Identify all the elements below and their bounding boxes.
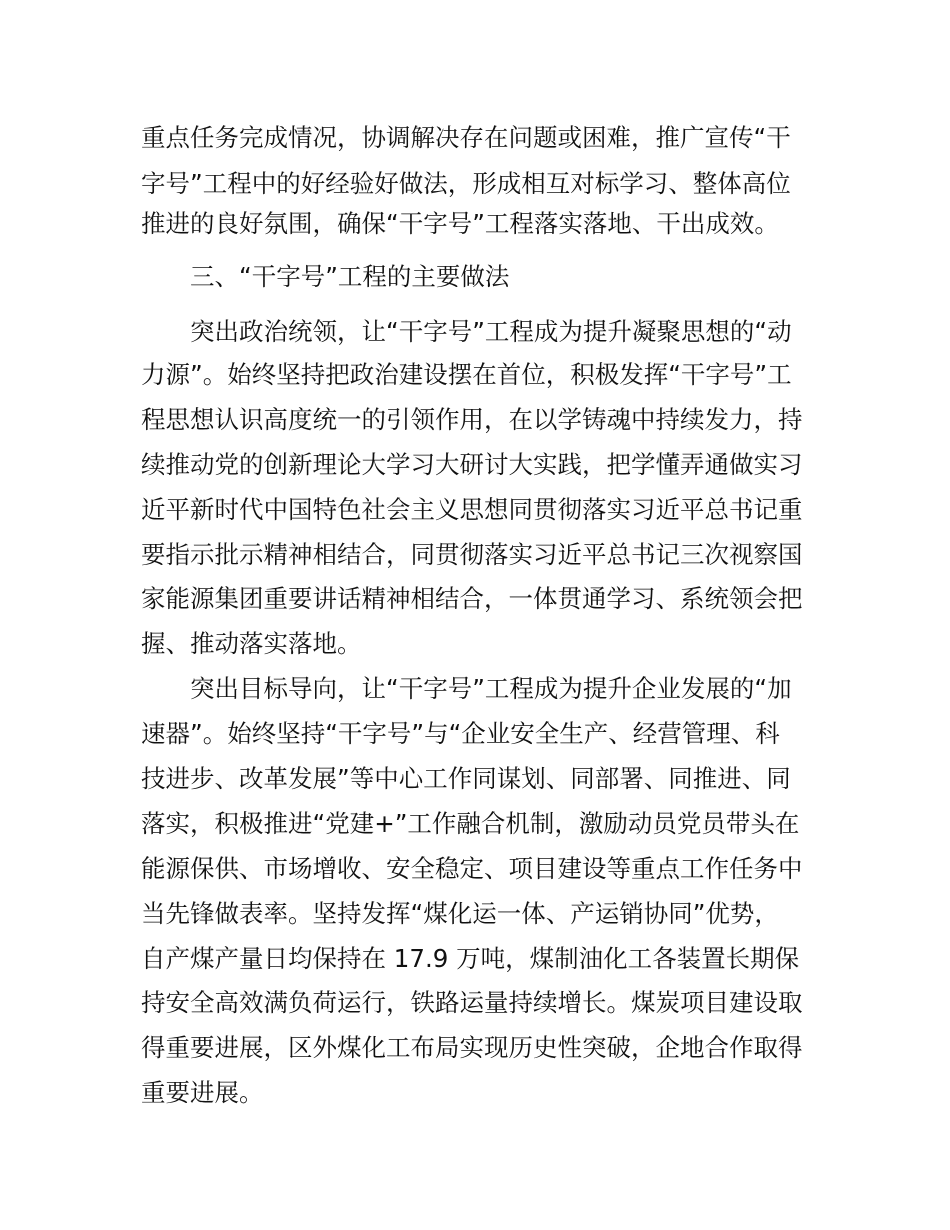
paragraph-line: 当先锋做表率。坚持发挥“煤化运一体、产运销协同”优势，: [141, 899, 779, 928]
paragraph-line: 字号”工程中的好经验好做法，形成相互对标学习、整体高位: [141, 169, 791, 198]
section-heading: 三、“干字号”工程的主要做法: [190, 262, 510, 291]
paragraph-line: 推进的良好氛围，确保“干字号”工程落实落地、干出成效。: [141, 209, 779, 238]
paragraph-line: 技进步、改革发展”等中心工作同谋划、同部署、同推进、同: [141, 764, 791, 793]
paragraph-line: 自产煤产量日均保持在 17.9 万吨，煤制油化工各装置长期保: [141, 944, 800, 973]
paragraph-line: 得重要进展，区外煤化工布局实现历史性突破，企地合作取得: [141, 1033, 803, 1062]
paragraph-line: 要指示批示精神相结合，同贯彻落实习近平总书记三次视察国: [141, 540, 803, 569]
paragraph-line: 握、推动落实落地。: [141, 629, 362, 658]
paragraph-line: 突出政治统领，让“干字号”工程成为提升凝聚思想的“动: [190, 317, 792, 346]
paragraph-line: 持安全高效满负荷运行，铁路运量持续增长。煤炭项目建设取: [141, 988, 803, 1017]
paragraph-line: 家能源集团重要讲话精神相结合，一体贯通学习、系统领会把: [141, 584, 803, 613]
paragraph-line: 重点任务完成情况，协调解决存在问题或困难，推广宣传“干: [141, 123, 791, 152]
paragraph-line: 续推动党的创新理论大学习大研讨大实践，把学懂弄通做实习: [141, 450, 803, 479]
paragraph-line: 突出目标导向，让“干字号”工程成为提升企业发展的“加: [190, 674, 792, 703]
paragraph-line: 落实，积极推进“党建+”工作融合机制，激励动员党员带头在: [141, 809, 800, 838]
paragraph-line: 重要进展。: [141, 1078, 264, 1107]
paragraph-line: 近平新时代中国特色社会主义思想同贯彻落实习近平总书记重: [141, 495, 803, 524]
paragraph-line: 程思想认识高度统一的引领作用，在以学铸魂中持续发力，持: [141, 405, 803, 434]
paragraph-line: 速器”。始终坚持“干字号”与“企业安全生产、经营管理、科: [141, 719, 780, 748]
paragraph-line: 力源”。始终坚持把政治建设摆在首位，积极发挥“干字号”工: [141, 360, 792, 389]
paragraph-line: 能源保供、市场增收、安全稳定、项目建设等重点工作任务中: [141, 854, 803, 883]
